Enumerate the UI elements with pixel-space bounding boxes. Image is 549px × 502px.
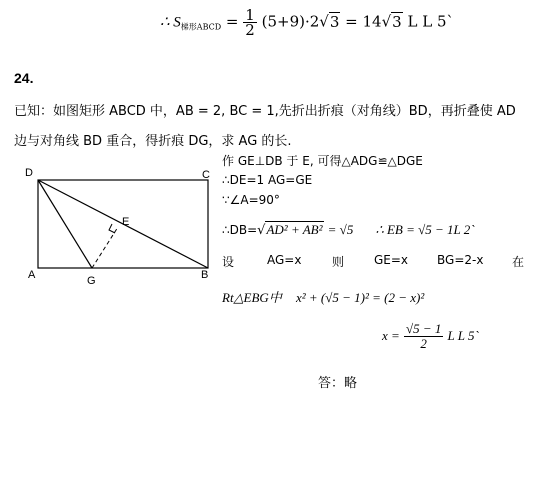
solution-line-4: ∴DB=√AD² + AB² = √5 ∴ EB = √5 − 1L 2`	[222, 222, 475, 238]
right-angle-mark	[109, 224, 115, 233]
in-word: 在	[512, 255, 525, 269]
solution-line-2: ∴DE=1 AG=GE	[222, 173, 313, 187]
area-result-pre: = 14	[345, 12, 382, 31]
db-value: = √5	[327, 222, 354, 237]
problem-line-2: 边与对角线 BD 重合，得折痕 DG，求 AG 的长.	[14, 134, 292, 149]
x-tail: L L 5`	[447, 328, 479, 343]
area-prefix: ∴ S	[160, 14, 181, 31]
area-body: (5+9)·2	[261, 12, 320, 31]
db-prefix: ∴DB=	[222, 223, 258, 237]
area-tail: L L 5`	[407, 12, 455, 31]
let-ag: AG=x	[267, 253, 302, 267]
eb-expression: ∴ EB = √5 − 1L 2`	[375, 222, 475, 237]
perpendicular-ge	[92, 227, 118, 268]
area-subscript: 梯形ABCD	[180, 22, 222, 32]
solution-line-1: 作 GE⊥DB 于 E, 可得△ADG≌△DGE	[222, 154, 423, 168]
label-e: E	[122, 216, 130, 228]
solution-line-6	[222, 287, 424, 306]
area-eq: =	[225, 12, 239, 31]
area-formula: ∴ $S_{梯形ABCD}$ = $\frac{1}{2}$ (5+9)·2√3 = 14√3 L L 5`	[160, 6, 455, 39]
label-b: B	[201, 269, 209, 281]
solution-line-3: ∵∠A=90°	[222, 193, 280, 207]
x-frac-num: √5 − 1	[405, 321, 442, 336]
label-g: G	[87, 275, 96, 287]
db-radicand: AD² + AB²	[266, 222, 323, 237]
label-a: A	[28, 269, 36, 281]
area-fraction	[243, 8, 257, 37]
x-prefix: x =	[382, 328, 400, 343]
problem-line-1: 已知：如图矩形 ABCD 中，AB = 2, BC = 1,先折出折痕（对角线）BD，再折叠使 AD	[14, 104, 516, 119]
then-word: 则	[332, 255, 345, 269]
area-frac-den: 2	[245, 21, 255, 39]
geometry-figure	[20, 160, 220, 290]
answer-line: 答：略	[318, 376, 358, 391]
problem-number: 24.	[14, 70, 34, 86]
area-result-sqrt: 3	[392, 12, 402, 31]
solution-line-7	[382, 322, 479, 351]
area-frac-num: 1	[245, 6, 255, 24]
pythagoras-equation: x² + (√5 − 1)² = (2 − x)²	[295, 290, 425, 305]
area-sqrt: 3	[329, 12, 340, 31]
fold-dg	[38, 180, 92, 268]
let-word: 设	[222, 255, 235, 269]
let-ge: GE=x	[374, 253, 409, 267]
rt-triangle-label: Rt△EBG中	[222, 290, 282, 305]
x-fraction	[404, 322, 443, 351]
label-c: C	[202, 169, 210, 181]
let-bg: BG=2-x	[437, 253, 484, 267]
x-frac-den: 2	[420, 336, 427, 351]
label-d: D	[25, 167, 33, 179]
